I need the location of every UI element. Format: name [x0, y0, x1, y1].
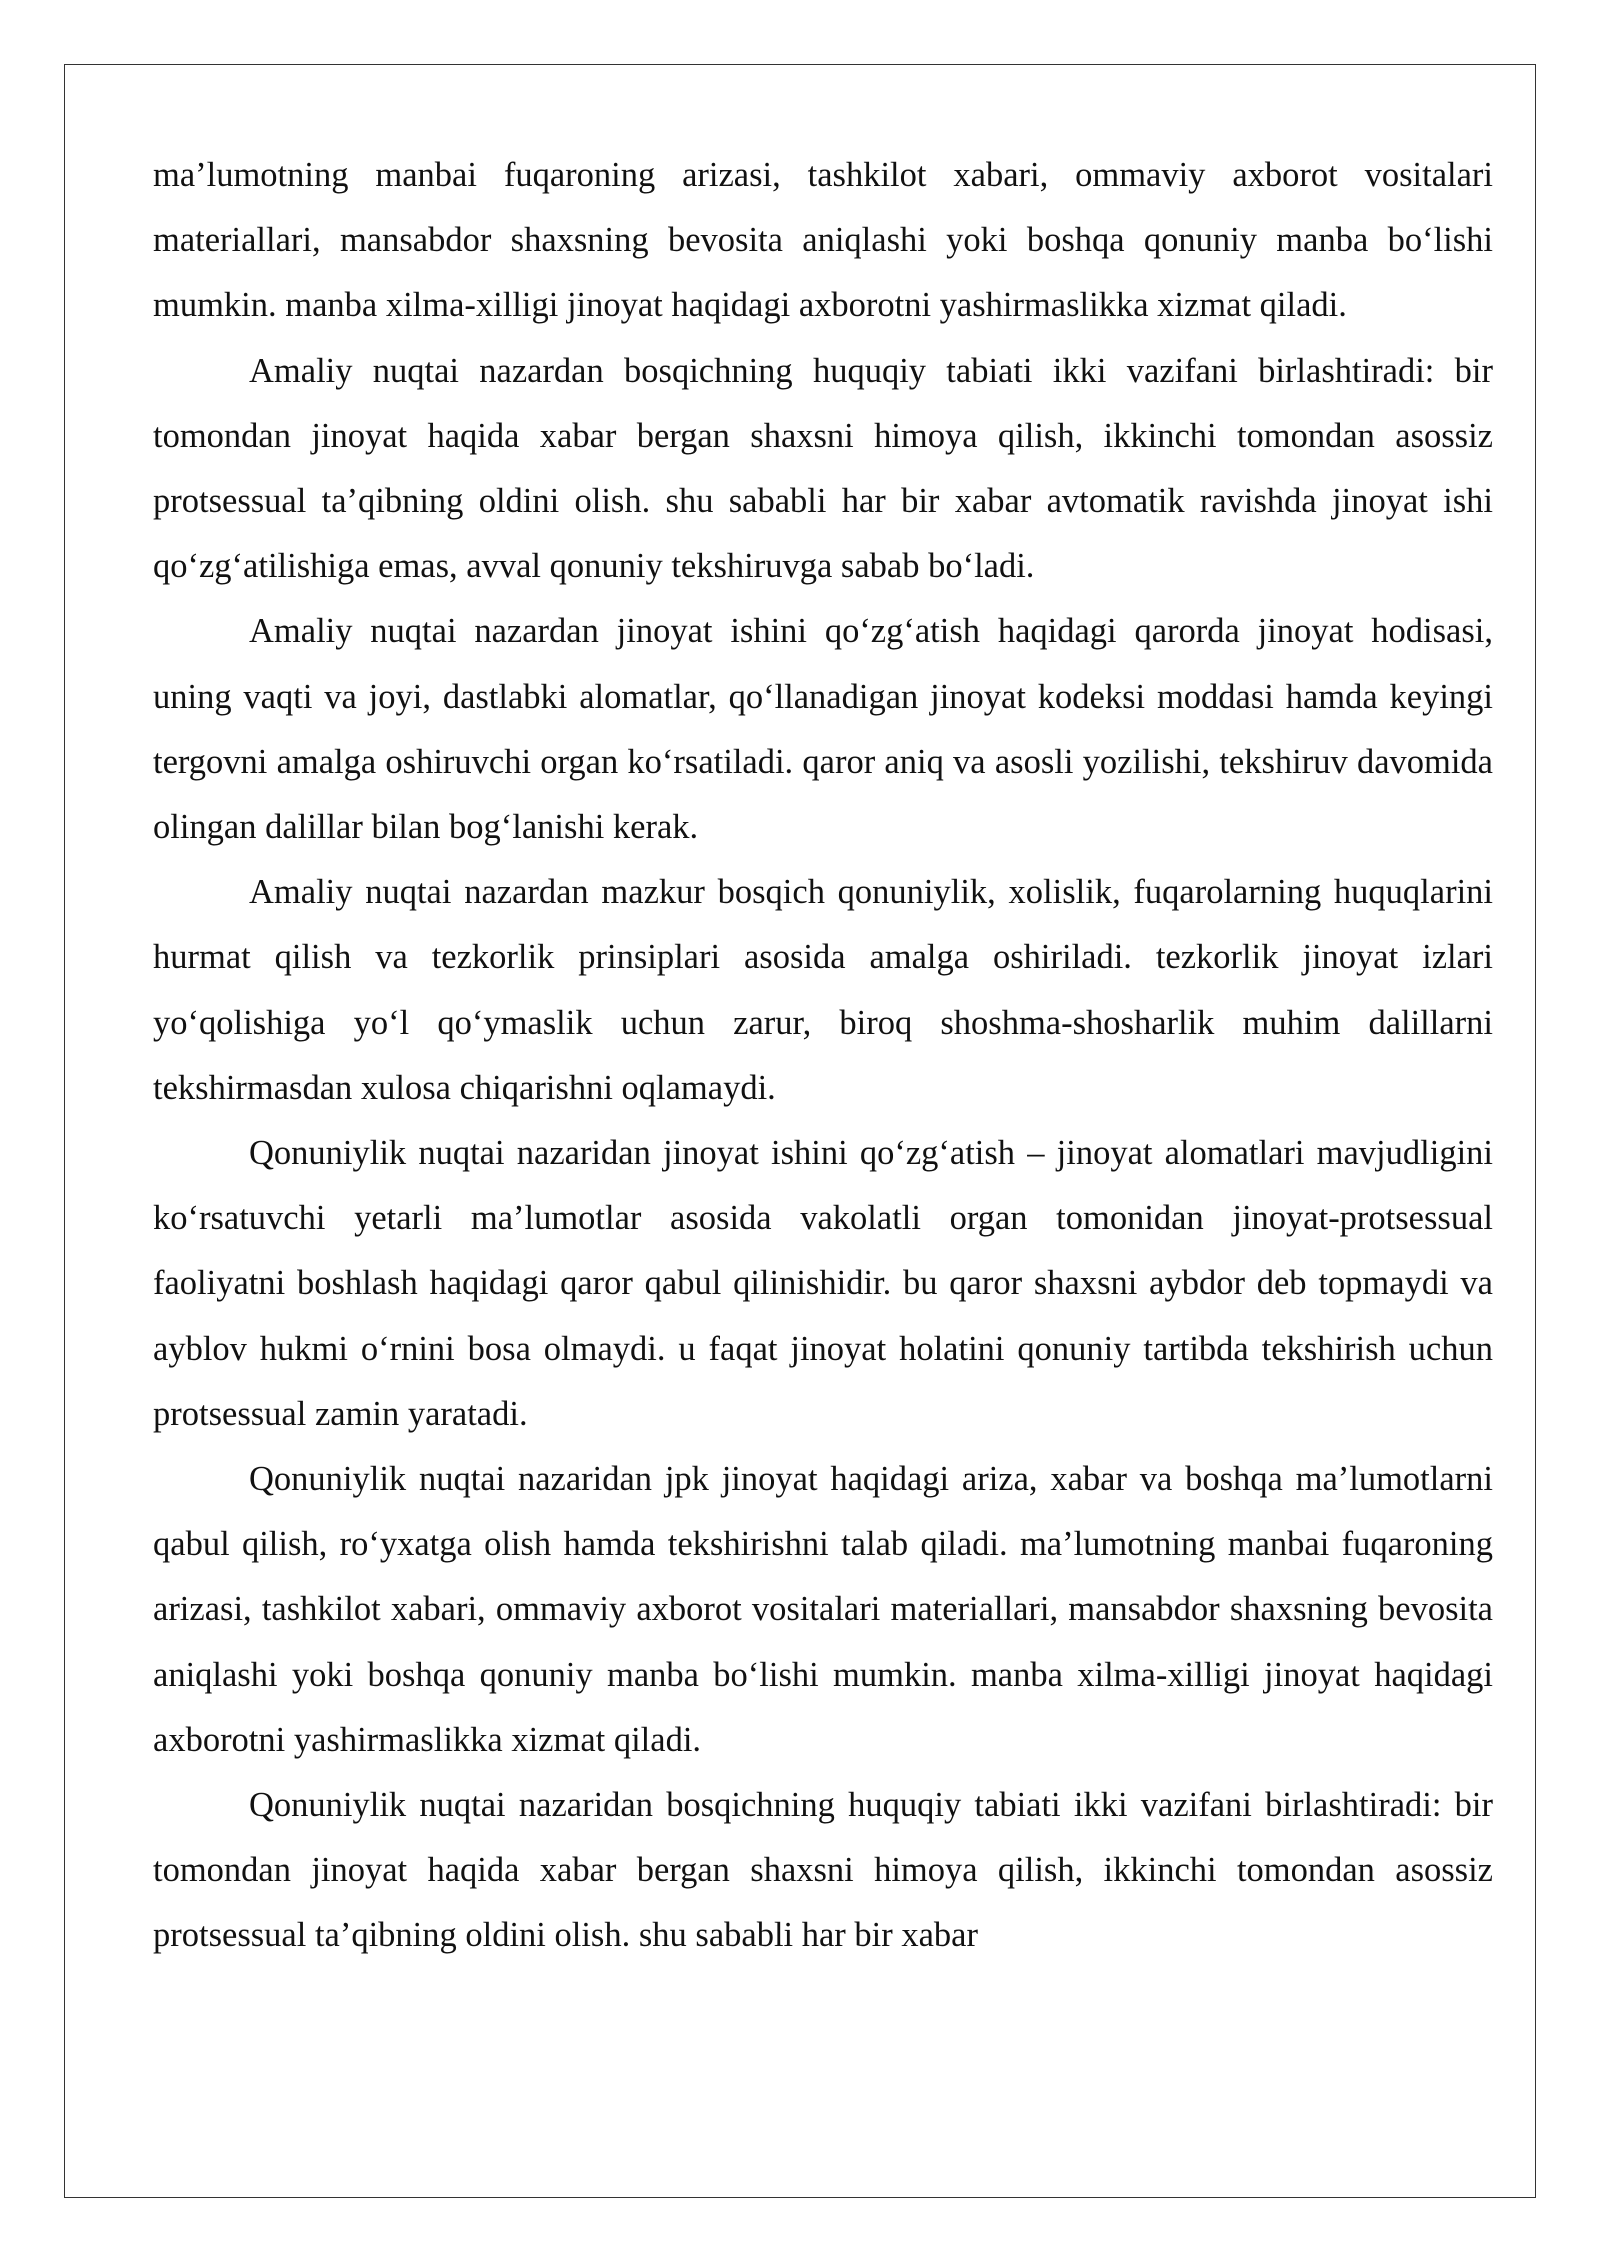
paragraph: Qonuniylik nuqtai nazaridan jinoyat ishini qo‘zg‘atish – jinoyat alomatlari mavjudligini ko‘rsatuvchi yetarli ma’lumotlar asosida vakolatli organ tomonidan jinoyat-protsessual faoliyatni boshlash haqidagi qaror qabul qilinishidir. bu qaror shaxsni aybdor deb topmaydi va ayblov hukmi o‘rnini bosa olmaydi. u faqat jinoyat holatini qonuniy tartibda tekshirish uchun protsessual zamin yaratadi. [153, 1134, 1493, 1433]
paragraph: Amaliy nuqtai nazardan jinoyat ishini qo‘zg‘atish haqidagi qarorda jinoyat hodisasi, uning vaqti va joyi, dastlabki alomatlar, qo‘llanadigan jinoyat kodeksi moddasi hamda keyingi tergovni amalga oshiruvchi organ ko‘rsatiladi. qaror aniq va asosli yozilishi, tekshiruv davomida olingan dalillar bilan bog‘lanishi kerak. [153, 612, 1493, 847]
paragraph: Amaliy nuqtai nazardan bosqichning huquqiy tabiati ikki vazifani birlashtiradi: bir tomondan jinoyat haqida xabar bergan shaxsni himoya qilish, ikkinchi tomondan asossiz protsessual ta’qibning oldini olish. shu sababli har bir xabar avtomatik ravishda jinoyat ishi qo‘zg‘atilishiga emas, avval qonuniy tekshiruvga sabab bo‘ladi. [153, 351, 1493, 586]
paragraph: Amaliy nuqtai nazardan mazkur bosqich qonuniylik, xolislik, fuqarolarning huquqlarini hurmat qilish va tezkorlik prinsiplari asosida amalga oshiriladi. tezkorlik jinoyat izlari yo‘qolishiga yo‘l qo‘ymaslik uchun zarur, biroq shoshma-shosharlik muhim dalillarni tekshirmasdan xulosa chiqarishni oqlamaydi. [153, 873, 1493, 1107]
document-body [153, 143, 1493, 1969]
paragraph-truncated: Qonuniylik nuqtai nazaridan bosqichning huquqiy tabiati ikki vazifani birlashtiradi: bir tomondan jinoyat haqida xabar bergan shaxsni himoya qilish, ikkinchi tomondan asossiz protsessual ta’qibning oldini olish. shu sababli har bir xabar [153, 1786, 1493, 1955]
paragraph-continued: ma’lumotning manbai fuqaroning arizasi, tashkilot xabari, ommaviy axborot vositalari materiallari, mansabdor shaxsning bevosita aniqlashi yoki boshqa qonuniy manba bo‘lishi mumkin. manba xilma-xilligi jinoyat haqidagi axborotni yashirmaslikka xizmat qiladi. [153, 156, 1493, 325]
paragraph: Qonuniylik nuqtai nazaridan jpk jinoyat haqidagi ariza, xabar va boshqa ma’lumotlarni qabul qilish, ro‘yxatga olish hamda tekshirishni talab qiladi. ma’lumotning manbai fuqaroning arizasi, tashkilot xabari, ommaviy axborot vositalari materiallari, mansabdor shaxsning bevosita aniqlashi yoki boshqa qonuniy manba bo‘lishi mumkin. manba xilma-xilligi jinoyat haqidagi axborotni yashirmaslikka xizmat qiladi. [153, 1460, 1493, 1759]
